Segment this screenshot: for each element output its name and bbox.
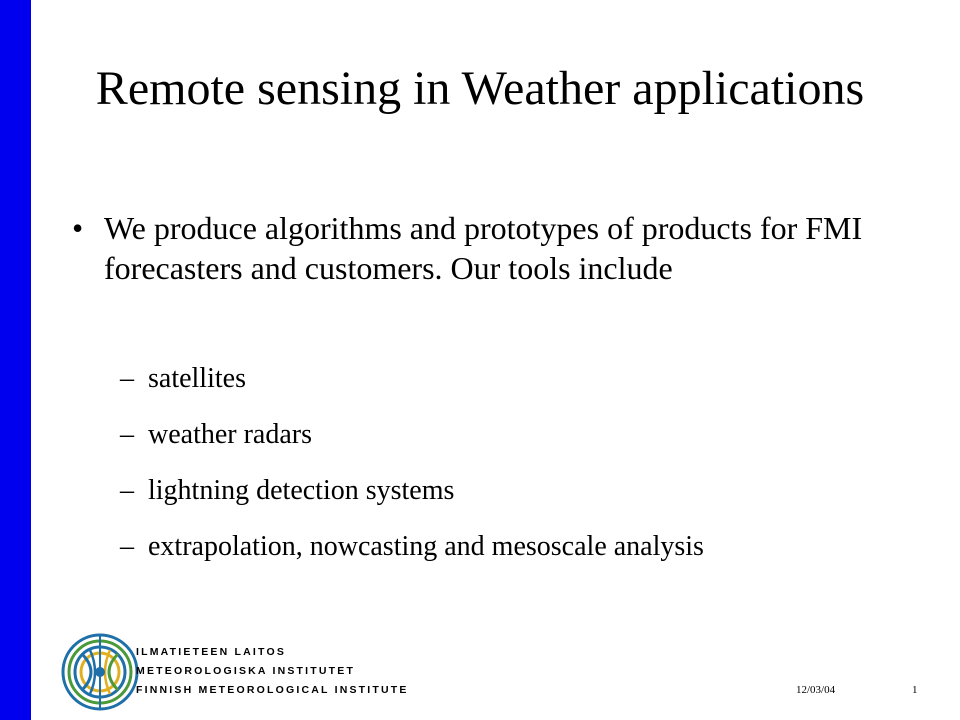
dash-marker: – [120,419,134,450]
list-item-text: satellites [148,363,246,394]
institute-name-line: METEOROLOGISKA INSTITUTET [136,665,356,677]
dash-marker: – [120,363,134,394]
institute-name [136,643,409,700]
list-item [120,418,900,474]
dash-marker: – [120,475,134,506]
list-item [120,362,900,418]
institute-name-line: ILMATIETEEN LAITOS [136,646,287,658]
bullet-symbol: • [72,210,84,246]
list-item-text: weather radars [148,419,313,450]
dash-marker: – [120,531,134,562]
list-item-text: extrapolation, nowcasting and mesoscale analysis [148,531,704,562]
list-item [120,530,900,586]
left-accent-bar [0,0,31,720]
tools-list [120,362,900,586]
page-number: 1 [912,684,918,696]
list-item-text: lightning detection systems [148,475,455,506]
bullet-text: We produce algorithms and prototypes of products for FMI forecasters and customers. Our tools include [104,210,863,286]
slide-date: 12/03/04 [796,684,836,696]
list-item [120,474,900,530]
institute-name-line: FINNISH METEOROLOGICAL INSTITUTE [136,684,409,696]
slide-title: Remote sensing in Weather applications [95,62,865,115]
fmi-logo-icon [60,632,140,712]
